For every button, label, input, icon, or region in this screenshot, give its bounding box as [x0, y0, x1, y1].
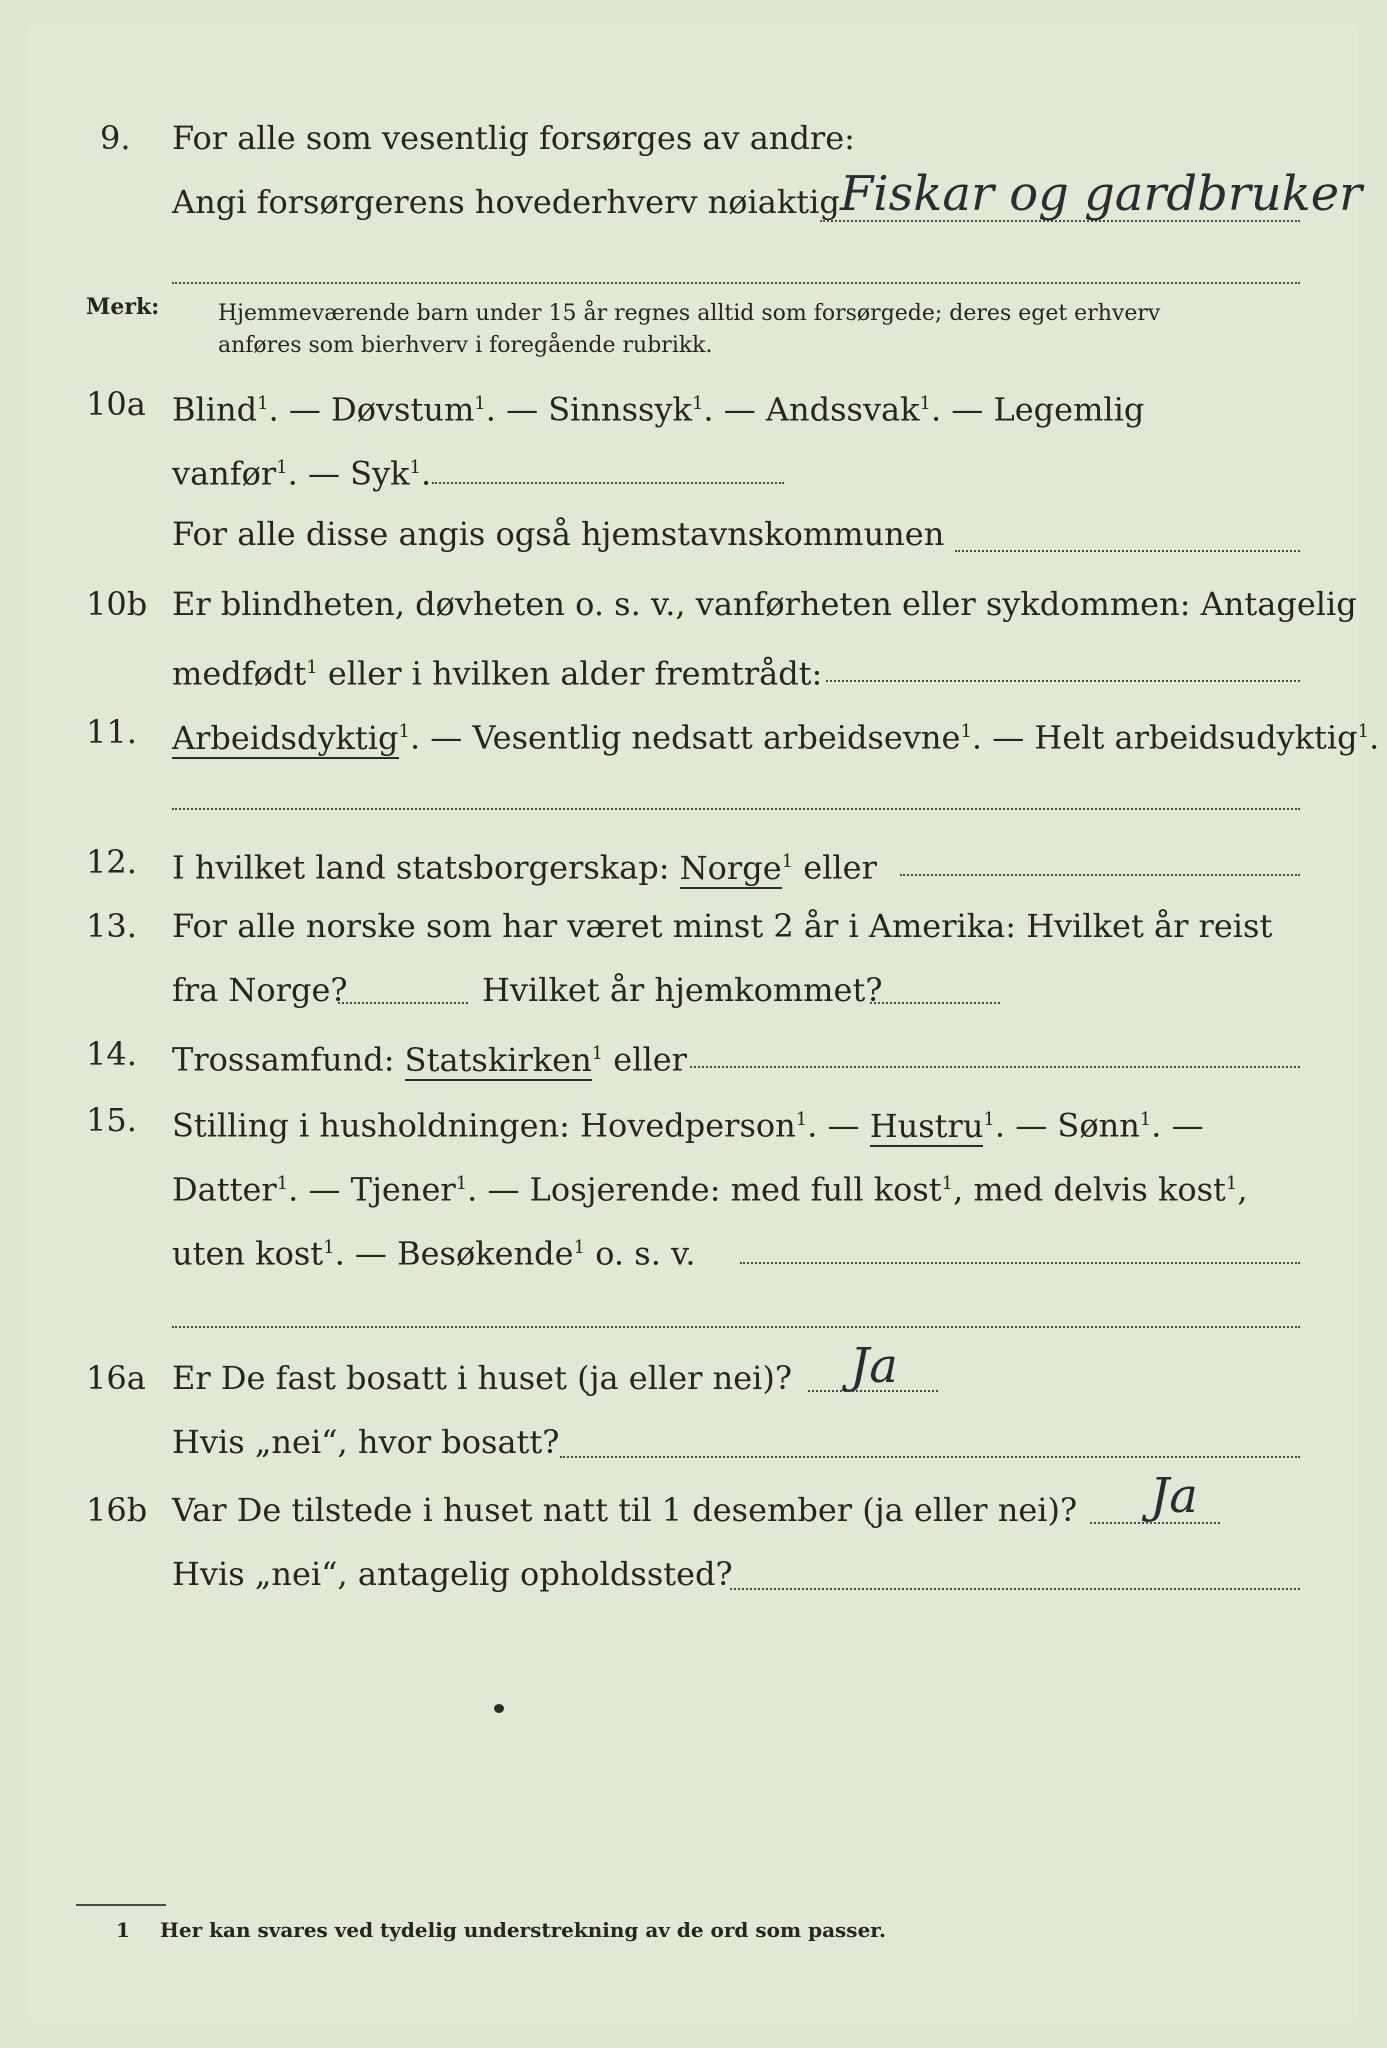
- q11-line: Arbeidsdyktig$^1$. — Vesentlig nedsatt arbeidsevne$^1$. — Helt arbeidsudyktig$^1$.: [172, 718, 1380, 757]
- opt-besok: Besøkende: [397, 1234, 574, 1273]
- opt-dovstum: Døvstum: [331, 390, 475, 429]
- footnote-text: Her kan svares ved tydelig understrekning av de ord som passer.: [160, 1918, 886, 1942]
- q9-second-line: [172, 282, 1300, 284]
- q10a-syk-line: [432, 482, 784, 484]
- q10a-line3: For alle disse angis også hjemstavnskommunen: [172, 515, 945, 553]
- q15-osv: o. s. v.: [595, 1234, 696, 1273]
- q12-text: I hvilket land statsborgerskap:: [172, 848, 670, 887]
- q10b-number: 10b: [86, 585, 148, 623]
- opt-syk: Syk: [350, 454, 410, 493]
- q10b-line2: medfødt$^1$ eller i hvilken alder fremtrådt:: [172, 654, 823, 693]
- opt-vanfor: vanfør: [172, 454, 277, 493]
- q16b-number: 16b: [86, 1491, 148, 1529]
- opt-sinnssyk: Sinnssyk: [548, 390, 692, 429]
- opt-uten: uten kost: [172, 1234, 324, 1273]
- q11-number: 11.: [86, 713, 137, 751]
- q13-hjem-line: [870, 1002, 1000, 1004]
- q14-line: Trossamfund: Statskirken$^1$ eller: [172, 1040, 687, 1079]
- q15-number: 15.: [86, 1101, 137, 1139]
- q15-second-line: [172, 1326, 1300, 1328]
- ink-spot: [494, 1704, 504, 1713]
- q10a-kommune-line: [955, 550, 1300, 552]
- merk-line2: anføres som bierhverv i foregående rubrikk.: [218, 333, 713, 358]
- q14-number: 14.: [86, 1035, 137, 1073]
- q15-answer-line: [740, 1262, 1300, 1264]
- q16b-line1: Var De tilstede i huset natt til 1 desember (ja eller nei)?: [172, 1491, 1078, 1529]
- opt-medfodt: medfødt: [172, 654, 307, 693]
- q16a-bosatt-line: [560, 1456, 1300, 1458]
- q13-fra-line: [338, 1002, 468, 1004]
- q13-line1: For alle norske som har været minst 2 år i Amerika: Hvilket år reist: [172, 907, 1273, 945]
- q10b-line2-rest: eller i hvilken alder fremtrådt:: [327, 654, 823, 693]
- opt-tjener: Tjener: [350, 1170, 456, 1209]
- q15-intro: Stilling i husholdningen: Hovedperson: [172, 1106, 796, 1145]
- opt-legemlig: Legemlig: [993, 390, 1145, 429]
- q12-line: I hvilket land statsborgerskap: Norge$^1$ eller: [172, 848, 877, 887]
- opt-statskirken: Statskirken: [404, 1040, 592, 1079]
- q9-line2: Angi forsørgerens hovederhverv nøiaktig: [172, 183, 840, 221]
- opt-udyktig: Helt arbeidsudyktig: [1034, 718, 1358, 757]
- q16a-line1: Er De fast bosatt i huset (ja eller nei)?: [172, 1359, 793, 1397]
- opt-delvis: med delvis kost: [973, 1170, 1226, 1209]
- opt-blind: Blind: [172, 390, 258, 429]
- q14-answer-line: [690, 1066, 1300, 1068]
- q11-answer-line: [172, 808, 1300, 810]
- q16a-line2: Hvis „nei“, hvor bosatt?: [172, 1423, 560, 1461]
- q10a-number: 10a: [86, 385, 146, 423]
- q13-hjem-label: Hvilket år hjemkommet?: [482, 971, 883, 1009]
- q9-number: 9.: [100, 119, 131, 157]
- q10b-answer-line: [826, 680, 1300, 682]
- q16b-answer: Ja: [1150, 1468, 1198, 1524]
- q16a-answer: Ja: [850, 1338, 898, 1394]
- q16a-number: 16a: [86, 1359, 146, 1397]
- q10a-line2: vanfør$^1$. — Syk$^1$.: [172, 454, 432, 493]
- opt-nedsatt: Vesentlig nedsatt arbeidsevne: [472, 718, 961, 757]
- footnote-rule: [76, 1904, 166, 1906]
- q9-line1: For alle som vesentlig forsørges av andre:: [172, 119, 855, 157]
- q16b-opholdssted-line: [730, 1588, 1300, 1590]
- footnote-mark: 1: [116, 1918, 130, 1942]
- opt-sonn: Sønn: [1057, 1106, 1140, 1145]
- q15-line1: Stilling i husholdningen: Hovedperson$^1$. — Hustru$^1$. — Sønn$^1$. —: [172, 1106, 1204, 1145]
- opt-andssvak: Andssvak: [765, 390, 920, 429]
- merk-line1: Hjemmeværende barn under 15 år regnes alltid som forsørgede; deres eget erhverv: [218, 301, 1161, 326]
- opt-hustru: Hustru: [869, 1106, 984, 1145]
- opt-datter: Datter: [172, 1170, 277, 1209]
- q13-fra-label: fra Norge?: [172, 971, 348, 1009]
- opt-losj: Losjerende: med full kost: [529, 1170, 942, 1209]
- q14-text: Trossamfund:: [172, 1040, 395, 1079]
- q15-line3: uten kost$^1$. — Besøkende$^1$ o. s. v.: [172, 1234, 696, 1273]
- q15-line2: Datter$^1$. — Tjener$^1$. — Losjerende: med full kost$^1$, med delvis kost$^1$,: [172, 1170, 1248, 1209]
- q10a-line1: Blind$^1$. — Døvstum$^1$. — Sinnssyk$^1$. — Andssvak$^1$. — Legemlig: [172, 390, 1145, 429]
- q13-number: 13.: [86, 907, 137, 945]
- opt-norge: Norge: [679, 848, 782, 887]
- q9-answer: Fiskar og gardbruker: [840, 166, 1363, 222]
- q12-number: 12.: [86, 843, 137, 881]
- q14-eller: eller: [613, 1040, 687, 1079]
- q16b-line2: Hvis „nei“, antagelig opholdssted?: [172, 1555, 733, 1593]
- q12-answer-line: [900, 874, 1300, 876]
- q12-eller: eller: [803, 848, 877, 887]
- opt-arbeidsdyktig: Arbeidsdyktig: [172, 718, 399, 757]
- merk-label: Merk:: [86, 294, 160, 320]
- q10b-line1: Er blindheten, døvheten o. s. v., vanførheten eller sykdommen: Antagelig: [172, 585, 1357, 623]
